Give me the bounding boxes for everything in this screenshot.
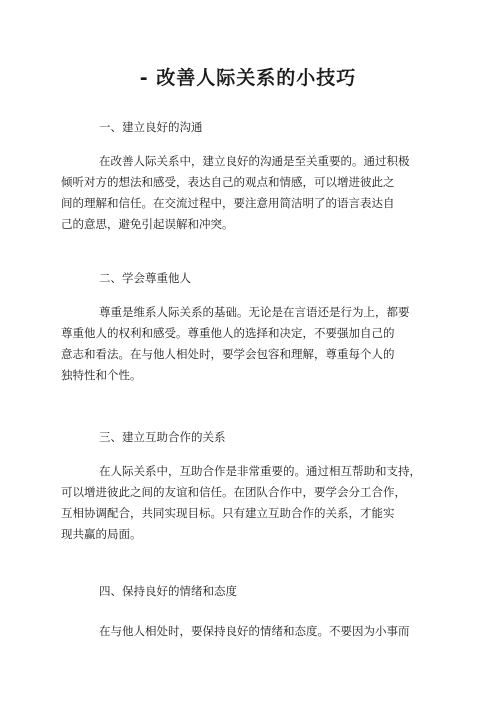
paragraph-line: 在与他人相处时，要保持良好的情绪和态度。不要因为小事而	[99, 624, 410, 638]
document-title: - 改善人际关系的小技巧	[139, 67, 357, 89]
section-heading-2: 二、学会尊重他人	[99, 271, 191, 285]
section-heading-3: 三、建立互助合作的关系	[99, 430, 226, 444]
paragraph-line: 可以增进彼此之间的友谊和信任。在团队合作中，要学会分工合作，	[61, 485, 406, 499]
paragraph-line: 尊重是维系人际关系的基础。无论是在言语还是行为上，都要	[99, 305, 410, 319]
section-heading-4: 四、保持良好的情绪和态度	[99, 584, 237, 598]
section-heading-1: 一、建立良好的沟通	[99, 120, 203, 134]
paragraph-line: 现共赢的局面。	[61, 527, 142, 541]
paragraph-line: 尊重他人的权利和感受。尊重他人的选择和决定，不要强加自己的	[61, 326, 395, 340]
paragraph-line: 互相协调配合，共同实现目标。只有建立互助合作的关系，才能实	[61, 506, 395, 520]
paragraph-line: 倾听对方的想法和感受，表达自己的观点和情感，可以增进彼此之	[61, 175, 395, 189]
paragraph-line: 在改善人际关系中，建立良好的沟通是至关重要的。通过积极	[99, 154, 410, 168]
section-paragraph-1	[61, 151, 441, 235]
section-paragraph-2	[61, 302, 441, 386]
section-paragraph-3	[61, 461, 441, 545]
paragraph-line: 在人际关系中，互助合作是非常重要的。通过相互帮助和支持，	[99, 464, 421, 478]
paragraph-line: 独特性和个性。	[61, 368, 142, 382]
section-paragraph-4	[61, 621, 441, 642]
paragraph-line: 己的意思，避免引起误解和冲突。	[61, 217, 234, 231]
paragraph-line: 间的理解和信任。在交流过程中，要注意用简洁明了的语言表达自	[61, 196, 395, 210]
paragraph-line: 意志和看法。在与他人相处时，要学会包容和理解，尊重每个人的	[61, 347, 395, 361]
